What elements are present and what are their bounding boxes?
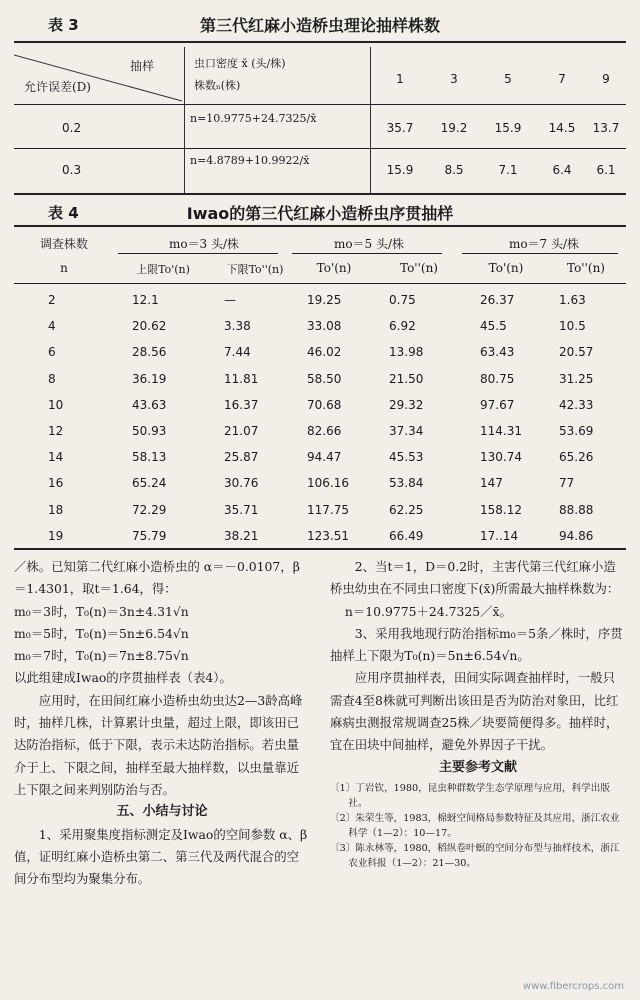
table3-col-7: 7 bbox=[558, 72, 566, 86]
threshold-cell: 11.81 bbox=[224, 371, 259, 386]
threshold-cell: 28.56 bbox=[132, 345, 167, 360]
table4-row bbox=[14, 339, 626, 365]
threshold-cell: 117.75 bbox=[307, 502, 349, 517]
table3-col-5: 5 bbox=[504, 72, 512, 86]
threshold-cell: 65.24 bbox=[132, 476, 167, 491]
table4-row bbox=[14, 392, 626, 418]
right-column bbox=[330, 556, 626, 871]
threshold-cell: 63.43 bbox=[480, 345, 515, 360]
threshold-cell: 17..14 bbox=[480, 528, 519, 543]
threshold-cell: 10.5 bbox=[559, 319, 586, 334]
threshold-cell: 43.63 bbox=[132, 397, 167, 412]
threshold-cell: 58.13 bbox=[132, 450, 167, 465]
sample-count-cell: 18 bbox=[48, 502, 64, 517]
threshold-cell: 1.63 bbox=[559, 293, 586, 307]
sample-count-cell: 19 bbox=[48, 528, 64, 543]
value: 15.9 bbox=[386, 163, 414, 177]
paragraph: 3、采用我地现行防治指标m₀＝5条／株时，序贯抽样上下限为T₀(n)＝5n±6.54√n。 bbox=[330, 625, 623, 664]
left-column bbox=[14, 556, 310, 890]
formula: n=4.8789+10.9922/x̄ bbox=[190, 154, 310, 167]
section-heading: 五、小结与讨论 bbox=[116, 804, 208, 820]
threshold-cell: 77 bbox=[559, 476, 575, 491]
formula-line: m₀＝3时，T₀(n)＝3n±4.31√n bbox=[14, 603, 189, 619]
allowance: 0.3 bbox=[62, 163, 82, 177]
sample-count-cell: 14 bbox=[48, 450, 64, 465]
threshold-cell: 21.07 bbox=[224, 424, 259, 438]
threshold-cell: 16.37 bbox=[224, 397, 259, 412]
g1-lower-header: 下限To''(n) bbox=[226, 263, 284, 276]
table3-top-rule bbox=[14, 41, 626, 43]
table4-row bbox=[14, 418, 626, 444]
threshold-cell: 29.32 bbox=[389, 397, 424, 412]
references-heading: 主要参考文献 bbox=[438, 759, 517, 775]
table4-row bbox=[14, 313, 626, 339]
group1-header: mo＝3 头/株 bbox=[168, 237, 240, 251]
value: 6.1 bbox=[596, 163, 616, 177]
table3-col-3: 3 bbox=[450, 72, 458, 86]
references bbox=[330, 781, 626, 871]
threshold-cell: 158.12 bbox=[480, 502, 522, 517]
threshold-cell: 3.38 bbox=[224, 319, 251, 334]
threshold-cell: 31.25 bbox=[559, 371, 594, 386]
formula-line: n＝10.9775＋24.7325／x̄。 bbox=[344, 603, 512, 619]
threshold-cell: 62.25 bbox=[389, 502, 424, 517]
group3-header: mo＝7 头/株 bbox=[508, 237, 580, 251]
formula: n=10.9775+24.7325/x̄ bbox=[190, 112, 317, 125]
threshold-cell: 72.29 bbox=[132, 502, 167, 517]
table3-row bbox=[14, 108, 626, 148]
paragraph: 应用时，在田间红麻小造桥虫幼虫达2—3龄高峰时，抽样几株，计算累计虫量，超过上限，即该田已达防治指标，低于下限，表示未达防治指标。若虫量介于上、下限之间，抽样至最大抽样数，以虫量靠近上下限之间来判别防治与否。 bbox=[14, 692, 303, 797]
threshold-cell: 45.5 bbox=[480, 319, 507, 334]
sample-count-cell: 16 bbox=[48, 476, 64, 491]
sample-count-cell: 8 bbox=[48, 371, 56, 386]
table3-caption bbox=[14, 10, 626, 34]
table4-header-rule bbox=[14, 283, 626, 284]
value: 8.5 bbox=[444, 163, 464, 177]
group3-underline bbox=[462, 253, 618, 254]
table4-title: Iwao的第三代红麻小造桥虫序贯抽样 bbox=[186, 204, 454, 223]
threshold-cell: 45.53 bbox=[389, 450, 424, 465]
threshold-cell: 53.84 bbox=[389, 476, 424, 491]
threshold-cell: 46.02 bbox=[307, 345, 342, 360]
paragraph: 1、采用聚集度指标测定及Iwao的空间参数 α、β值，证明红麻小造桥虫第二、第三代及两代混合的空间分布型均为聚集分布。 bbox=[14, 826, 308, 887]
table3-header bbox=[14, 47, 626, 103]
col0-header-line2: n bbox=[60, 261, 68, 275]
table3-bottom-rule bbox=[14, 193, 626, 195]
table3-row-rule bbox=[14, 148, 626, 149]
value: 14.5 bbox=[548, 121, 576, 135]
threshold-cell: 75.79 bbox=[132, 528, 167, 543]
threshold-cell: 42.33 bbox=[559, 397, 594, 412]
table4-row bbox=[14, 523, 626, 549]
value: 13.7 bbox=[592, 121, 620, 135]
threshold-cell: 114.31 bbox=[480, 424, 522, 438]
threshold-cell: 80.75 bbox=[480, 371, 515, 386]
table3-label: 表 3 bbox=[48, 16, 79, 34]
threshold-cell: 33.08 bbox=[307, 319, 342, 334]
table4-row bbox=[14, 470, 626, 496]
group2-header: mo＝5 头/株 bbox=[333, 237, 405, 251]
threshold-cell: — bbox=[224, 293, 236, 307]
paragraph: 以此组建成Iwao的序贯抽样表（表4）。 bbox=[14, 670, 232, 686]
threshold-cell: 97.67 bbox=[480, 397, 515, 412]
threshold-cell: 36.19 bbox=[132, 371, 167, 386]
table3-row bbox=[14, 150, 626, 190]
threshold-cell: 13.98 bbox=[389, 345, 424, 360]
sample-count-cell: 12 bbox=[48, 424, 64, 438]
value: 15.9 bbox=[494, 121, 522, 135]
table4-row bbox=[14, 497, 626, 523]
diag-top-label: 抽样 bbox=[129, 59, 154, 73]
threshold-cell: 50.93 bbox=[132, 424, 167, 438]
sample-count-cell: 4 bbox=[48, 319, 56, 334]
formula-line: m₀＝5时，T₀(n)＝5n±6.54√n bbox=[14, 625, 189, 641]
threshold-cell: 94.47 bbox=[307, 450, 342, 465]
paragraph: 应用序贯抽样表，田间实际调查抽样时，一般只需查4至8株就可判断出该田是否为防治对象田，比红麻病虫测报常规调查25株／块要简便得多。抽样时，宜在田块中间抽样，避免外界因子干扰。 bbox=[330, 670, 619, 753]
threshold-cell: 20.57 bbox=[559, 345, 594, 360]
sample-count-cell: 10 bbox=[48, 397, 64, 412]
threshold-cell: 12.1 bbox=[132, 293, 159, 307]
value: 19.2 bbox=[440, 121, 468, 135]
threshold-cell: 66.49 bbox=[389, 528, 424, 543]
reference-item: 〔3〕陈永林等，1980，稻纵卷叶螟的空间分布型与抽样技术，浙江农业科报（1—2）：21—30。 bbox=[330, 842, 620, 869]
threshold-cell: 106.16 bbox=[307, 476, 349, 491]
paragraph: 2、当t＝1，D＝0.2时，主害代第三代红麻小造桥虫幼虫在不同虫口密度下(x̄)所需最大抽样株数为： bbox=[330, 559, 620, 597]
allowance: 0.2 bbox=[62, 121, 82, 135]
formula-line: m₀＝7时，T₀(n)＝7n±8.75√n bbox=[14, 648, 189, 664]
table4-header bbox=[14, 227, 626, 285]
watermark: www.fibercrops.com bbox=[522, 981, 624, 992]
threshold-cell: 38.21 bbox=[224, 528, 259, 543]
threshold-cell: 20.62 bbox=[132, 319, 167, 334]
g3-upper-header: To'(n) bbox=[488, 261, 524, 275]
value: 7.1 bbox=[498, 163, 518, 177]
g3-lower-header: To''(n) bbox=[567, 261, 605, 275]
group1-underline bbox=[118, 253, 278, 254]
threshold-cell: 21.50 bbox=[389, 371, 424, 386]
value: 6.4 bbox=[552, 163, 572, 177]
table3-title: 第三代红麻小造桥虫理论抽样株数 bbox=[199, 16, 440, 35]
threshold-cell: 37.34 bbox=[389, 424, 424, 438]
table3-formula-header bbox=[194, 53, 286, 97]
threshold-cell: 25.87 bbox=[224, 450, 259, 465]
g2-lower-header: To''(n) bbox=[400, 261, 438, 275]
threshold-cell: 70.68 bbox=[307, 397, 342, 412]
threshold-cell: 6.92 bbox=[389, 319, 416, 334]
formula-header-line2: 株数ₙ(株) bbox=[194, 79, 241, 92]
g1-upper-header: 上限To'(n) bbox=[136, 263, 190, 276]
table4-bottom-rule bbox=[14, 548, 626, 550]
threshold-cell: 123.51 bbox=[307, 528, 349, 543]
threshold-cell: 94.86 bbox=[559, 528, 594, 543]
threshold-cell: 35.71 bbox=[224, 502, 259, 517]
table4-label: 表 4 bbox=[48, 204, 79, 222]
threshold-cell: 19.25 bbox=[307, 293, 342, 307]
sample-count-cell: 6 bbox=[48, 345, 56, 360]
table3-diagonal-cell bbox=[14, 47, 184, 103]
threshold-cell: 130.74 bbox=[480, 450, 522, 465]
value: 35.7 bbox=[386, 121, 414, 135]
threshold-cell: 0.75 bbox=[389, 293, 416, 307]
threshold-cell: 82.66 bbox=[307, 424, 342, 438]
formula-header-line1: 虫口密度 x̄ (头/株) bbox=[194, 57, 286, 70]
g2-upper-header: To'(n) bbox=[316, 261, 352, 275]
table4-row bbox=[14, 287, 626, 313]
table3-col-1: 1 bbox=[396, 72, 404, 86]
group2-underline bbox=[292, 253, 442, 254]
table3-header-rule bbox=[14, 104, 626, 105]
threshold-cell: 53.69 bbox=[559, 424, 594, 438]
table4-row bbox=[14, 444, 626, 470]
threshold-cell: 58.50 bbox=[307, 371, 342, 386]
reference-item: 〔1〕丁岩钦，1980，昆虫种群数学生态学原理与应用，科学出版社。 bbox=[330, 782, 610, 809]
table4-row bbox=[14, 366, 626, 392]
paragraph: ／株。已知第二代红麻小造桥虫的 α＝－0.0107，β＝1.4301，取t＝1.64，得： bbox=[14, 559, 300, 597]
sample-count-cell: 2 bbox=[48, 293, 56, 307]
threshold-cell: 65.26 bbox=[559, 450, 594, 465]
threshold-cell: 147 bbox=[480, 476, 503, 491]
diag-bottom-label: 允许误差(D) bbox=[24, 80, 91, 94]
threshold-cell: 26.37 bbox=[480, 293, 515, 307]
threshold-cell: 30.76 bbox=[224, 476, 259, 491]
reference-item: 〔2〕朱荣生等，1983，棉蚜空间格局参数特征及其应用，浙江农业科学（1—2）：10—17。 bbox=[330, 812, 620, 839]
threshold-cell: 7.44 bbox=[224, 345, 251, 360]
threshold-cell: 88.88 bbox=[559, 502, 594, 517]
table4-caption bbox=[14, 198, 626, 222]
col0-header-line1: 调查株数 bbox=[39, 237, 88, 251]
table3-col-9: 9 bbox=[602, 72, 610, 86]
